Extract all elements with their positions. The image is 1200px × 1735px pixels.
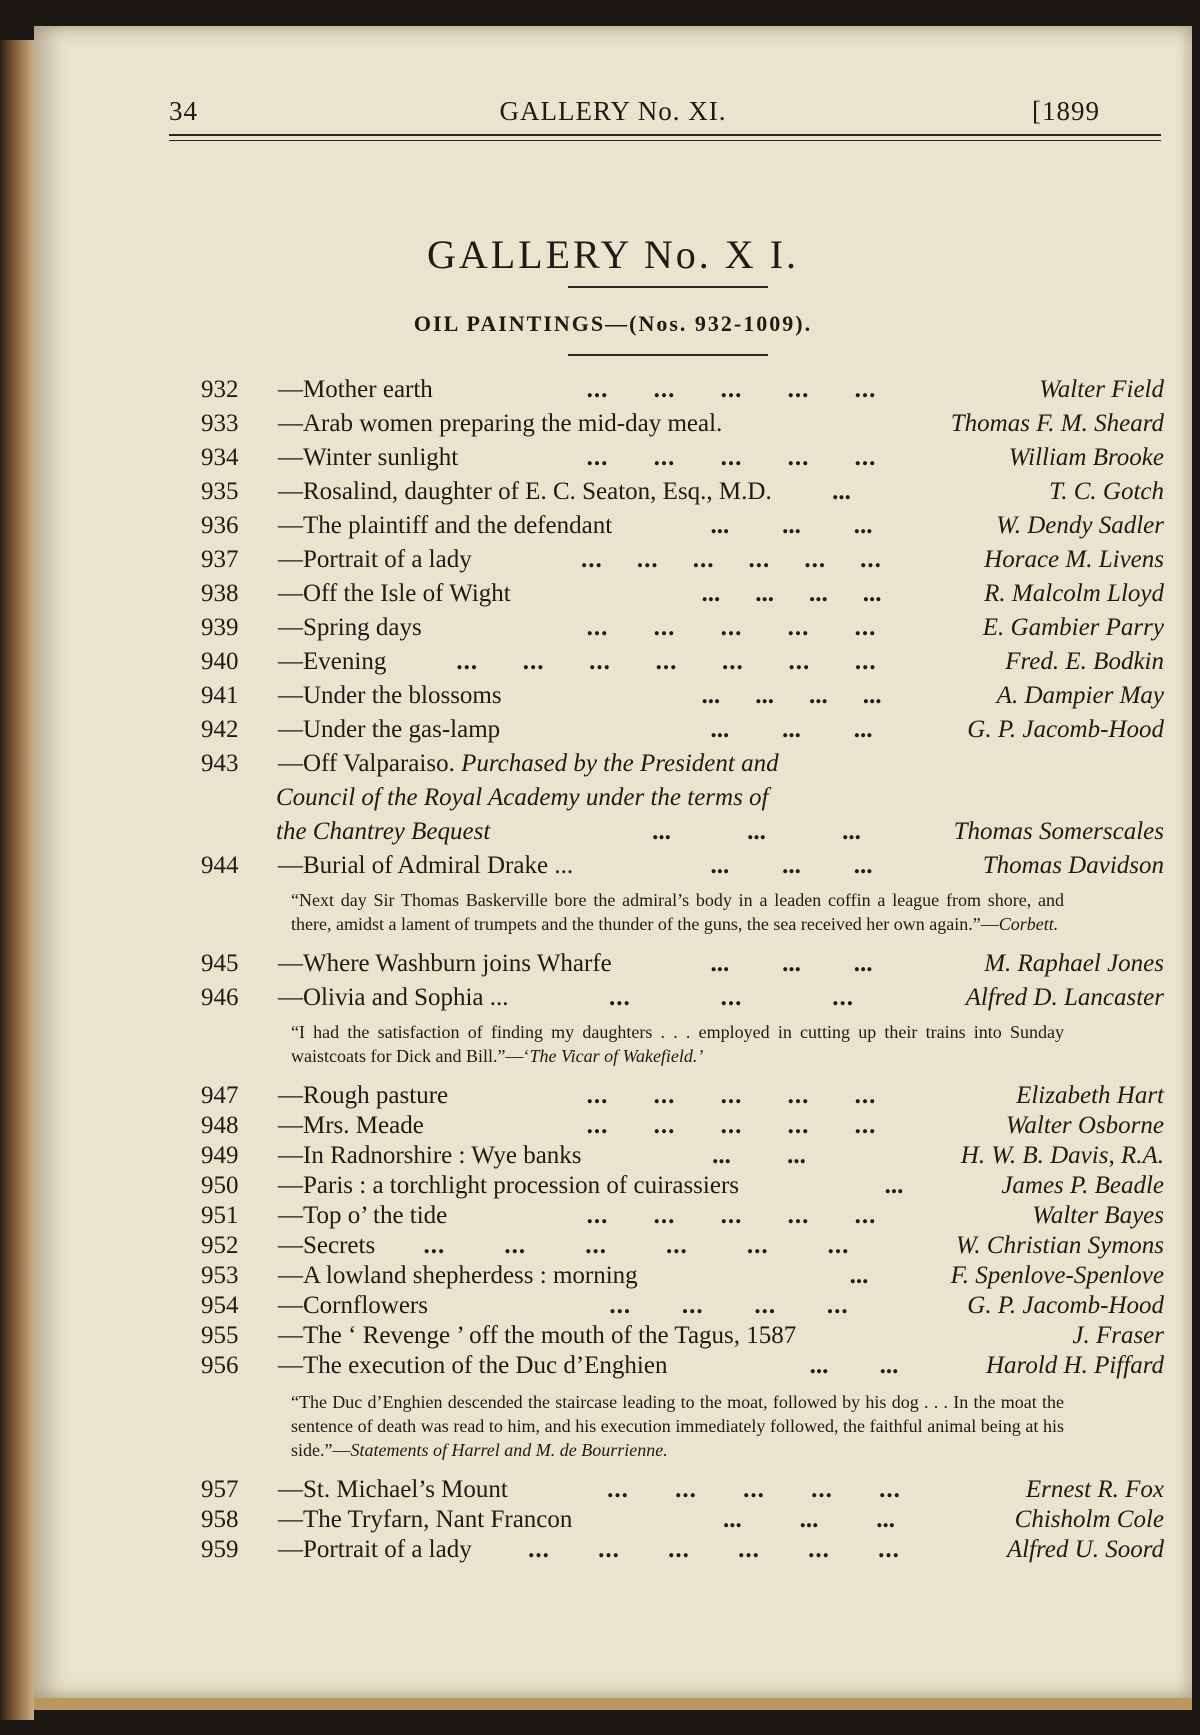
leader-dot-group: ... (809, 1352, 829, 1379)
leader-dot-group: ... (681, 1292, 704, 1319)
leader-dot-group: ... (692, 546, 715, 573)
leader-dot-group: ... (879, 1352, 899, 1379)
leader-dot-group: ... (722, 1506, 742, 1533)
quotation-text: “Next day Sir Thomas Baskerville bore the admiral’s body in a leaden coffin a league from shore, and there, amidst a lament of trumpets and the thunder of the guns, the sea received her own again.”— (291, 890, 1064, 934)
entry-artist: H. W. B. Davis, R.A. (960, 1142, 1164, 1169)
leader-dot-group: ... (862, 580, 882, 607)
entry-title: —In Radnorshire : Wye banks (278, 1142, 582, 1169)
leader-dot-group: ... (826, 1292, 849, 1319)
catalogue-entry-947 (164, 1080, 1164, 1110)
leader-dot-group: ... (787, 444, 810, 471)
entry-number: 943 (201, 750, 239, 777)
entry-number: 940 (201, 648, 239, 675)
entry-artist: G. P. Jacomb-Hood (967, 1292, 1164, 1319)
leader-dots (434, 648, 899, 676)
entry-artist: Thomas Davidson (982, 852, 1164, 879)
running-header (34, 96, 1192, 130)
leader-dot-group: ... (581, 546, 603, 573)
leader-dot-group: ... (586, 1112, 609, 1139)
leader-dot-group: ... (884, 1172, 904, 1199)
leader-dot-group: ... (832, 478, 851, 505)
entry-title: —Off the Isle of Wight (278, 580, 511, 607)
leader-dot-group: ... (787, 614, 810, 641)
entry-number: 939 (201, 614, 239, 641)
leader-dot-group: ... (710, 852, 730, 879)
leader-dot-group: ... (782, 512, 801, 539)
leader-dots (684, 716, 899, 744)
entry-title: —Burial of Admiral Drake ... (278, 852, 574, 879)
catalogue-entry-939 (164, 612, 1164, 646)
entry-artist: Thomas F. M. Sheard (950, 410, 1164, 437)
entry-title: —Olivia and Sophia ... (278, 984, 509, 1011)
entry-title: —Cornflowers (278, 1292, 428, 1319)
leader-dot-group: ... (878, 1536, 900, 1563)
leader-dot-group: ... (720, 376, 743, 403)
leader-dot-group: ... (653, 614, 676, 641)
entry-title: —Portrait of a lady (278, 546, 472, 573)
quotation-text: “The Duc d’Enghien descended the staircase leading to the moat, followed by his dog . . . In the moat the sentence of death was read to him, and his execution immediately followed, the faithful animal being at his side.”— (291, 1392, 1064, 1460)
entry-title-text: —Off Valparaiso. (278, 750, 455, 777)
entry-title: —Top o’ the tide (278, 1202, 448, 1229)
entry-number: 932 (201, 376, 239, 403)
leader-dot-group: ... (854, 1082, 877, 1109)
leader-dot-group: ... (811, 1476, 833, 1503)
leader-dot-group: ... (653, 376, 676, 403)
entry-number: 951 (201, 1202, 239, 1229)
leader-dots (614, 818, 899, 846)
entry-title: —Spring days (278, 614, 422, 641)
leader-dot-group: ... (787, 1112, 810, 1139)
leader-dot-group: ... (653, 1112, 676, 1139)
leader-dots (564, 984, 899, 1012)
header-year: [1899 (1032, 96, 1100, 126)
leader-dot-group: ... (747, 818, 766, 845)
entry-number: 953 (201, 1262, 239, 1289)
entry-title: —Portrait of a lady (278, 1536, 472, 1563)
entry-number: 945 (201, 950, 239, 977)
entry-artist: G. P. Jacomb-Hood (967, 716, 1164, 743)
leader-dot-group: ... (755, 682, 774, 709)
leader-dot-group: ... (842, 818, 861, 845)
leader-dot-group: ... (782, 950, 801, 977)
leader-dot-group: ... (586, 1202, 609, 1229)
leader-dot-group: ... (701, 682, 721, 709)
leader-dot-group: ... (720, 984, 743, 1011)
leader-dots (564, 1202, 899, 1230)
leader-dot-group: ... (720, 1082, 743, 1109)
leader-dot-group: ... (854, 1202, 877, 1229)
leader-dot-group: ... (832, 984, 855, 1011)
leader-dot-group: ... (854, 614, 877, 641)
quotation-946 (291, 1020, 1064, 1068)
entry-artist: Chisholm Cole (1014, 1506, 1164, 1533)
page-number: 34 (169, 96, 198, 126)
catalogue-entry-953 (164, 1260, 1164, 1290)
entry-number: 935 (201, 478, 239, 505)
leader-dot-group: ... (743, 1476, 765, 1503)
catalogue-list (164, 374, 1164, 1564)
leader-dots (564, 1112, 899, 1140)
entry-number: 947 (201, 1082, 239, 1109)
leader-dot-group: ... (849, 1262, 869, 1289)
leader-dot-group: ... (876, 1506, 896, 1533)
leader-dots (564, 444, 899, 472)
leader-dot-group: ... (853, 852, 873, 879)
entry-title: —Mother earth (278, 376, 433, 403)
entry-title: —Secrets (278, 1232, 376, 1259)
catalogue-entry-937 (164, 544, 1164, 578)
entry-artist: James P. Beadle (1001, 1172, 1164, 1199)
leader-dot-group: ... (585, 1232, 607, 1259)
leader-dots (844, 1262, 874, 1290)
catalogue-entry-944 (164, 850, 1164, 884)
catalogue-entry-942 (164, 714, 1164, 748)
catalogue-entry-958 (164, 1504, 1164, 1534)
quotation-source: Corbett. (998, 914, 1059, 934)
leader-dot-group: ... (799, 1506, 819, 1533)
leader-dot-group: ... (809, 682, 828, 709)
leader-dot-group: ... (782, 852, 801, 879)
entry-number: 948 (201, 1112, 239, 1139)
quotation-source: The Vicar of Wakefield.’ (529, 1046, 704, 1066)
leader-dots (694, 1506, 924, 1534)
leader-dot-group: ... (675, 1476, 697, 1503)
purchase-note: Purchased by the President and (461, 750, 779, 777)
gallery-title: GALLERY No. X I. (426, 232, 800, 277)
book-spine (0, 40, 34, 1720)
entry-number: 958 (201, 1506, 239, 1533)
entry-artist: W. Dendy Sadler (996, 512, 1164, 539)
catalogue-entry-940 (164, 646, 1164, 680)
entry-number: 950 (201, 1172, 239, 1199)
leader-dot-group: ... (854, 1112, 877, 1139)
leader-dot-group: ... (854, 376, 877, 403)
entry-title: —Rough pasture (278, 1082, 449, 1109)
leader-dot-group: ... (653, 444, 676, 471)
entry-artist: T. C. Gotch (1049, 478, 1164, 505)
leader-dots (784, 1352, 924, 1380)
leader-dot-group: ... (586, 376, 609, 403)
catalogue-entry-955 (164, 1320, 1164, 1350)
leader-dots (584, 1476, 924, 1504)
catalogue-entry-933 (164, 408, 1164, 442)
leader-dots (684, 852, 899, 880)
leader-dot-group: ... (586, 1082, 609, 1109)
entry-artist: R. Malcolm Lloyd (984, 580, 1164, 607)
entry-title: —Mrs. Meade (278, 1112, 424, 1139)
leader-dot-group: ... (608, 984, 631, 1011)
leader-dot-group: ... (720, 614, 743, 641)
entry-artist: Ernest R. Fox (1025, 1476, 1164, 1503)
catalogue-page (34, 26, 1192, 1710)
catalogue-entry-941 (164, 680, 1164, 714)
leader-dots (864, 1172, 924, 1200)
entry-number: 934 (201, 444, 239, 471)
leader-dot-group: ... (720, 1202, 743, 1229)
leader-dot-group: ... (528, 1536, 550, 1563)
leader-dot-group: ... (738, 1536, 760, 1563)
quotation-source: Statements of Harrel and M. de Bourrienne. (350, 1440, 668, 1460)
leader-dots (684, 580, 899, 608)
catalogue-entry-959 (164, 1534, 1164, 1564)
entry-artist: Fred. E. Bodkin (1005, 648, 1164, 675)
entry-title: —Where Washburn joins Wharfe (278, 950, 612, 977)
entry-artist: A. Dampier May (996, 682, 1164, 709)
leader-dots (684, 950, 899, 978)
catalogue-entry-950 (164, 1170, 1164, 1200)
leader-dots (564, 376, 899, 404)
entry-number: 957 (201, 1476, 239, 1503)
running-title: GALLERY No. XI. (499, 96, 727, 126)
purchase-note: Council of the Royal Academy under the terms of (276, 784, 769, 811)
entry-artist: William Brooke (1008, 444, 1164, 471)
leader-dot-group: ... (636, 546, 659, 573)
leader-dots (784, 478, 899, 506)
leader-dots (564, 546, 899, 574)
entry-number: 949 (201, 1142, 239, 1169)
entry-title: —The ‘ Revenge ’ off the mouth of the Tagus, 1587 (278, 1322, 797, 1349)
leader-dots (394, 1232, 879, 1260)
leader-dot-group: ... (853, 950, 873, 977)
catalogue-entry-936 (164, 510, 1164, 544)
leader-dot-group: ... (710, 512, 730, 539)
catalogue-entry-934 (164, 442, 1164, 476)
entry-artist: F. Spenlove-Spenlove (950, 1262, 1164, 1289)
entry-artist: Harold H. Piffard (985, 1352, 1164, 1379)
leader-dot-group: ... (788, 648, 811, 675)
entry-artist: J. Fraser (1072, 1322, 1164, 1349)
leader-dot-group: ... (655, 648, 678, 675)
leader-dot-group: ... (854, 648, 877, 675)
entry-title: —Winter sunlight (278, 444, 459, 471)
entry-number: 938 (201, 580, 239, 607)
catalogue-entry-951 (164, 1200, 1164, 1230)
catalogue-entry-952 (164, 1230, 1164, 1260)
entry-artist: Alfred U. Soord (1006, 1536, 1164, 1563)
purchase-note-line (164, 816, 1164, 850)
leader-dot-group: ... (787, 1082, 810, 1109)
leader-dot-group: ... (746, 1232, 769, 1259)
entry-title: —Under the blossoms (278, 682, 502, 709)
entry-artist: E. Gambier Parry (982, 614, 1164, 641)
catalogue-entry-945 (164, 948, 1164, 982)
leader-dots (564, 1082, 899, 1110)
catalogue-entry-938 (164, 578, 1164, 612)
leader-dot-group: ... (598, 1536, 620, 1563)
leader-dot-group: ... (423, 1232, 446, 1259)
entry-number: 937 (201, 546, 239, 573)
catalogue-entry-946 (164, 982, 1164, 1016)
entry-title: —The execution of the Duc d’Enghien (278, 1352, 668, 1379)
purchase-note-line (164, 782, 1164, 816)
leader-dot-group: ... (808, 1536, 830, 1563)
entry-artist: Walter Osborne (1005, 1112, 1164, 1139)
entry-number: 959 (201, 1536, 239, 1563)
title-rule (568, 286, 768, 288)
leader-dot-group: ... (701, 580, 721, 607)
catalogue-entry-948 (164, 1110, 1164, 1140)
leader-dot-group: ... (609, 1292, 632, 1319)
leader-dot-group: ... (652, 818, 671, 845)
entry-title: —The plaintiff and the defendant (278, 512, 613, 539)
entry-title: —The Tryfarn, Nant Francon (278, 1506, 573, 1533)
leader-dot-group: ... (862, 682, 882, 709)
entry-title: —Evening (278, 648, 387, 675)
header-rule-thick (169, 134, 1161, 136)
quotation-text: “I had the satisfaction of finding my daughters . . . employed in cutting up their trains into Sunday waistcoats for Dick and Bill.”—‘ (291, 1022, 1064, 1066)
leader-dot-group: ... (586, 614, 609, 641)
leader-dot-group: ... (827, 1232, 850, 1259)
header-rule-thin (169, 140, 1161, 141)
catalogue-entry-957 (164, 1474, 1164, 1504)
entry-number: 954 (201, 1292, 239, 1319)
entry-number: 933 (201, 410, 239, 437)
entry-artist: Horace M. Livens (984, 546, 1164, 573)
leader-dots (564, 614, 899, 642)
catalogue-entry-954 (164, 1290, 1164, 1320)
leader-dots (684, 682, 899, 710)
entry-title: —Paris : a torchlight procession of cuirassiers (278, 1172, 740, 1199)
leader-dots (684, 512, 899, 540)
leader-dot-group: ... (722, 648, 744, 675)
leader-dot-group: ... (712, 1142, 731, 1169)
entry-title: —Under the gas-lamp (278, 716, 501, 743)
entry-number: 936 (201, 512, 239, 539)
leader-dot-group: ... (879, 1476, 901, 1503)
leader-dot-group: ... (754, 1292, 777, 1319)
entry-title: —St. Michael’s Mount (278, 1476, 508, 1503)
entry-number: 942 (201, 716, 239, 743)
entry-artist: M. Raphael Jones (984, 950, 1164, 977)
entry-number: 955 (201, 1322, 239, 1349)
catalogue-entry-935 (164, 476, 1164, 510)
leader-dot-group: ... (853, 716, 873, 743)
leader-dot-group: ... (720, 444, 743, 471)
entry-artist: Alfred D. Lancaster (965, 984, 1164, 1011)
quotation-944 (291, 888, 1064, 936)
entry-artist: Elizabeth Hart (1016, 1082, 1164, 1109)
entry-artist: Walter Field (1039, 376, 1164, 403)
subtitle-rule (568, 354, 768, 356)
leader-dot-group: ... (860, 546, 882, 573)
leader-dots (504, 1536, 924, 1564)
leader-dot-group: ... (522, 648, 545, 675)
entry-artist: Thomas Somerscales (953, 818, 1164, 845)
entry-title: —Rosalind, daughter of E. C. Seaton, Esq., M.D. (278, 478, 772, 505)
leader-dot-group: ... (710, 950, 730, 977)
catalogue-entry-956 (164, 1350, 1164, 1380)
leader-dots (584, 1292, 874, 1320)
catalogue-entry-932 (164, 374, 1164, 408)
leader-dot-group: ... (589, 648, 611, 675)
leader-dot-group: ... (586, 444, 609, 471)
entry-artist: Walter Bayes (1032, 1202, 1164, 1229)
leader-dot-group: ... (720, 1112, 743, 1139)
entry-title (278, 750, 779, 778)
entry-number: 956 (201, 1352, 239, 1379)
entry-number: 952 (201, 1232, 239, 1259)
leader-dot-group: ... (804, 546, 827, 573)
purchase-note: the Chantrey Bequest (276, 818, 491, 845)
entry-number: 941 (201, 682, 239, 709)
leader-dot-group: ... (748, 546, 771, 573)
leader-dot-group: ... (853, 512, 873, 539)
section-subtitle: OIL PAINTINGS—(Nos. 932-1009). (413, 311, 813, 336)
catalogue-entry-943 (164, 748, 1164, 782)
leader-dot-group: ... (710, 716, 730, 743)
entry-title: —A lowland shepherdess : morning (278, 1262, 638, 1289)
catalogue-entry-949 (164, 1140, 1164, 1170)
leader-dot-group: ... (782, 716, 801, 743)
leader-dot-group: ... (456, 648, 479, 675)
leader-dot-group: ... (607, 1476, 629, 1503)
entry-title: —Arab women preparing the mid-day meal. (278, 410, 723, 437)
leader-dot-group: ... (666, 1232, 688, 1259)
leader-dot-group: ... (854, 444, 877, 471)
leader-dot-group: ... (504, 1232, 527, 1259)
leader-dot-group: ... (787, 1142, 806, 1169)
entry-number: 944 (201, 852, 239, 879)
quotation-956 (291, 1390, 1064, 1462)
leader-dot-group: ... (787, 376, 810, 403)
entry-number: 946 (201, 984, 239, 1011)
leader-dots (684, 1142, 834, 1170)
entry-artist: W. Christian Symons (955, 1232, 1164, 1259)
leader-dot-group: ... (787, 1202, 810, 1229)
leader-dot-group: ... (653, 1082, 676, 1109)
leader-dot-group: ... (809, 580, 828, 607)
leader-dot-group: ... (653, 1202, 676, 1229)
leader-dot-group: ... (668, 1536, 690, 1563)
leader-dot-group: ... (755, 580, 774, 607)
